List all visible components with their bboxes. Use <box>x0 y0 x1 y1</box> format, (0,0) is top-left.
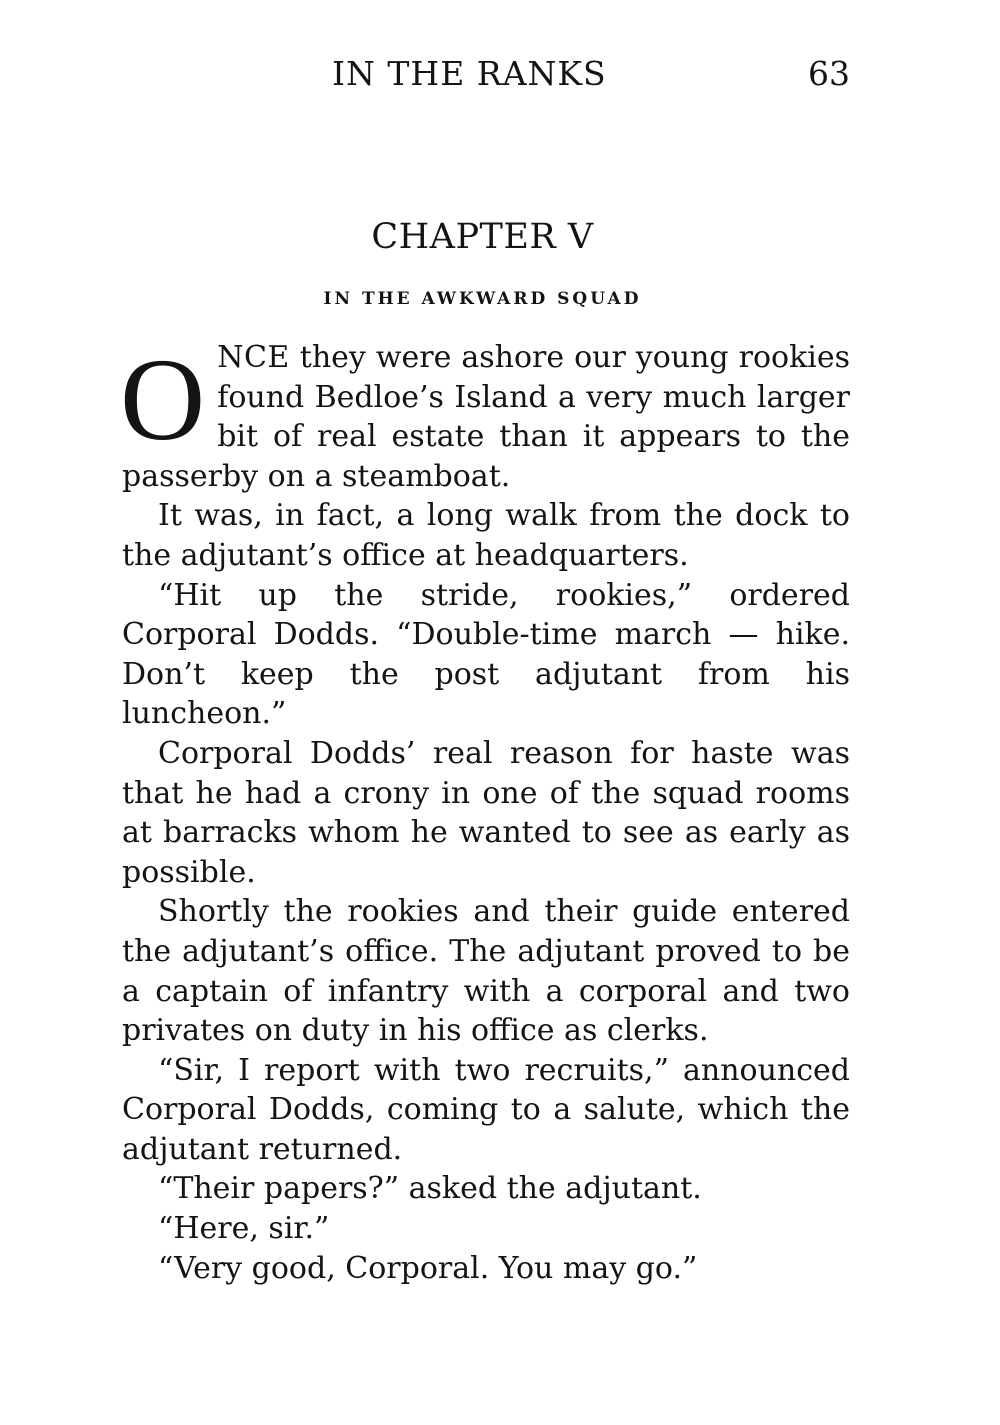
page-number: 63 <box>808 54 850 93</box>
paragraph: It was, in fact, a long walk from the dock to the adjutant’s office at headquarters. <box>122 498 850 573</box>
paragraph-text: they were ashore our young rookies found Bedloe’s Island a very much larger bit of real estate than it appears to the passerby on a steamboat. <box>122 340 850 494</box>
chapter-title: CHAPTER V <box>371 217 594 257</box>
running-title: IN THE RANKS <box>332 54 607 93</box>
paragraph: Shortly the rookies and their guide entered the adjutant’s office. The adjutant proved to be a captain of infantry with a corporal and two privates on duty in his office as clerks. <box>122 894 850 1049</box>
paragraph <box>120 334 850 496</box>
opening-caps: NCE <box>217 340 290 375</box>
running-head <box>120 52 850 96</box>
paragraph: “Sir, I report with two recruits,” announced Corporal Dodds, coming to a salute, which the adjutant returned. <box>122 1052 850 1167</box>
text-body <box>120 334 850 1288</box>
paragraph: “Here, sir.” <box>158 1211 330 1247</box>
paragraph: Corporal Dodds’ real reason for haste was that he had a crony in one of the squad rooms at barracks whom he wanted to see as early as possible. <box>122 735 850 890</box>
chapter-subtitle: IN THE AWKWARD SQUAD <box>323 289 642 309</box>
paragraph: “Very good, Corporal. You may go.” <box>158 1250 698 1286</box>
paragraph: “Hit up the stride, rookies,” ordered Corporal Dodds. “Double-time march — hike. Don’t keep the post adjutant from his luncheon.” <box>122 577 850 732</box>
paragraph: “Their papers?” asked the adjutant. <box>158 1171 702 1207</box>
drop-cap: O <box>120 334 206 465</box>
